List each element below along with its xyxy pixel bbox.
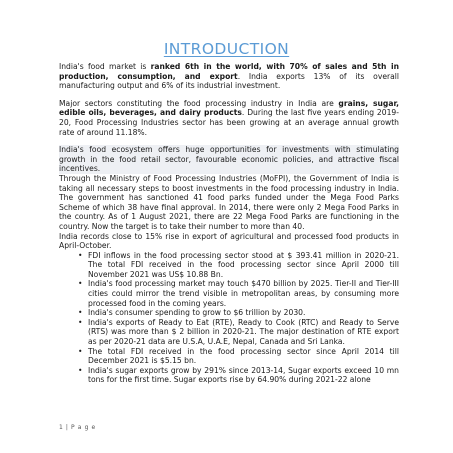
list-item: • India's exports of Ready to Eat (RTE), Ready to Cook (RTC) and Ready to Serve (RTS) was more than $ 2 billion in 2020-21. The major destination of RTE export as per 2020-21 data are U.S.A, U.A.E, Nepal, Canada and Sri Lanka. bbox=[88, 318, 399, 347]
sectors-paragraph bbox=[59, 99, 399, 137]
document-body bbox=[59, 62, 399, 385]
intro-paragraph bbox=[59, 62, 399, 91]
list-item: • India's food processing market may touch $470 billion by 2025. Tier-II and Tier-III cities could mirror the trend visible in metropolitan areas, by consuming more processed food in the coming years. bbox=[88, 279, 399, 308]
para2-bold: grains, sugar, edible oils, beverages, and dairy products bbox=[59, 98, 399, 118]
fact-list bbox=[59, 251, 399, 385]
list-item: • India's sugar exports grow by 291% since 2013-14, Sugar exports exceed 10 mn tons for the first time. Sugar exports rise by 64.90% during 2021-22 alone bbox=[88, 366, 399, 385]
list-item: • FDI inflows in the food processing sector stood at $ 393.41 million in 2020-21. The total FDI received in the food processing sector since April 2000 till November 2021 was US$ 10.88 Bn. bbox=[88, 251, 399, 280]
para2-text: Major sectors constituting the food processing industry in India are bbox=[59, 98, 339, 108]
exports-paragraph: India records close to 15% rise in export of agricultural and processed food products in April-October. bbox=[59, 231, 399, 251]
list-item: • India's consumer spending to grow to $6 trillion by 2030. bbox=[88, 308, 399, 318]
para1-text: India's food market is bbox=[59, 62, 151, 71]
mofpi-paragraph: Through the Ministry of Food Processing Industries (MoFPI), the Government of India is taking all necessary steps to boost investments in the food processing industry in India. The government has sanctioned 41 food parks funded under the Mega Food Parks Scheme of which 38 have final approval. In 2014, there were only 2 Mega Food Parks in the country. As of 1 August 2021, there are 22 Mega Food Parks are functioning in the country. Now the target is to take their number to more than 40. bbox=[59, 173, 399, 231]
page-title: INTRODUCTION bbox=[163, 40, 290, 58]
para1-bold: ranked 6th in the world, with 70% of sales and 5th in production, consumption, and export bbox=[59, 62, 399, 81]
page-number: 1 | P a g e bbox=[59, 424, 96, 431]
list-item: • The total FDI received in the food processing sector since April 2014 till December 2021 is $5.15 bn. bbox=[88, 347, 399, 366]
para1-text-end: . India exports 13% of its overall manufacturing output and 6% of its industrial investment. bbox=[59, 71, 399, 91]
para2-text-end: . During the last five years ending 2019-20, Food Processing Industries sector has been growing at an average annual growth rate of around 11.18%. bbox=[59, 108, 399, 137]
ecosystem-paragraph: India's food ecosystem offers huge opportunities for investments with stimulating growth in the food retail sector, favourable economic policies, and attractive fiscal incentives. bbox=[59, 145, 399, 174]
